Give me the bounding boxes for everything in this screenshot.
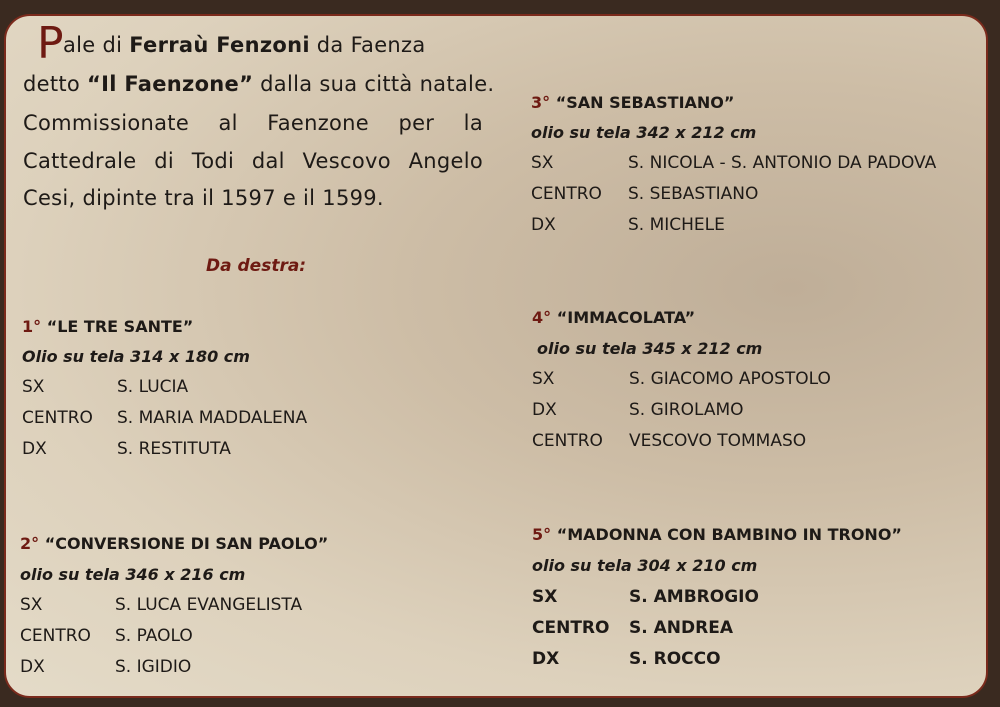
section-2-subtitle: olio su tela 346 x 216 cm [20,565,246,584]
section-1-row [22,377,188,397]
row-label: DX [20,657,45,677]
intro-line-4: Cattedrale di Todi dal Vescovo Angelo [23,149,483,173]
section-5-row [532,649,721,669]
row-value: S. NICOLA - S. ANTONIO DA PADOVA [628,153,937,173]
row-label: CENTRO [532,431,603,451]
section-1-subtitle: Olio su tela 314 x 180 cm [22,347,250,366]
row-value: S. PAOLO [115,626,193,646]
section-number: 3° [531,93,551,112]
row-label: DX [531,215,556,235]
section-4-title [532,308,695,327]
row-label: DX [532,400,557,420]
row-value: S. MICHELE [628,215,725,235]
section-number: 4° [532,308,552,327]
section-3-subtitle: olio su tela 342 x 212 cm [531,123,757,142]
row-value: S. SEBASTIANO [628,184,759,204]
row-label: SX [20,595,43,615]
row-value: S. ANDREA [629,618,733,638]
row-value: S. MARIA MADDALENA [117,408,308,428]
intro-line-3: Commissionate al Faenzone per la [23,111,483,135]
section-5-row [532,618,733,638]
intro-text: dalla sua città natale. [253,72,495,96]
section-5-row [532,587,759,607]
row-label: CENTRO [20,626,91,646]
section-1-row [22,439,231,459]
row-label: CENTRO [531,184,602,204]
section-3-row [531,215,725,235]
intro-line-1 [63,33,426,57]
drop-cap: P [37,18,64,69]
section-title-text: “LE TRE SANTE” [46,317,194,336]
intro-text: da Faenza [309,33,426,57]
section-3-title [531,93,734,112]
row-value: S. ROCCO [629,649,721,669]
section-title-text: “MADONNA CON BAMBINO IN TRONO” [556,525,902,544]
row-value: S. GIACOMO APOSTOLO [629,369,831,389]
row-label: SX [532,369,555,389]
section-title-text: “IMMACOLATA” [556,308,696,327]
row-label: CENTRO [532,618,610,638]
row-value: S. GIROLAMO [629,400,744,420]
row-value: S. RESTITUTA [117,439,231,459]
section-4-row [532,431,806,451]
section-title-text: “CONVERSIONE DI SAN PAOLO” [44,534,329,553]
section-number: 1° [22,317,42,336]
section-5-title [532,525,902,544]
row-value: S. IGIDIO [115,657,192,677]
row-value: S. AMBROGIO [629,587,759,607]
order-note: Da destra: [206,256,307,276]
row-value: VESCOVO TOMMASO [629,431,807,451]
section-2-row [20,595,302,615]
intro-text: detto [23,72,88,96]
intro-line-5: Cesi, dipinte tra il 1597 e il 1599. [23,186,384,210]
section-number: 2° [20,534,40,553]
row-label: SX [22,377,45,397]
intro-line-2 [23,72,494,96]
section-5-subtitle: olio su tela 304 x 210 cm [532,556,758,575]
section-2-title [20,534,328,553]
section-3-row [531,184,758,204]
row-value: S. LUCA EVANGELISTA [115,595,303,615]
section-1-row [22,408,307,428]
row-label: DX [22,439,47,459]
row-label: SX [531,153,554,173]
section-1-title [22,317,193,336]
row-value: S. LUCIA [117,377,189,397]
section-4-row [532,369,831,389]
section-2-row [20,626,193,646]
nickname: “Il Faenzone” [87,72,254,96]
row-label: CENTRO [22,408,93,428]
painter-name: Ferraù Fenzoni [129,33,310,57]
section-4-subtitle: olio su tela 345 x 212 cm [537,339,763,358]
section-3-row [531,153,936,173]
intro-text: ale di [63,33,130,57]
section-2-row [20,657,191,677]
section-title-text: “SAN SEBASTIANO” [555,93,735,112]
section-4-row [532,400,744,420]
section-number: 5° [532,525,552,544]
row-label: SX [532,587,558,607]
row-label: DX [532,649,560,669]
